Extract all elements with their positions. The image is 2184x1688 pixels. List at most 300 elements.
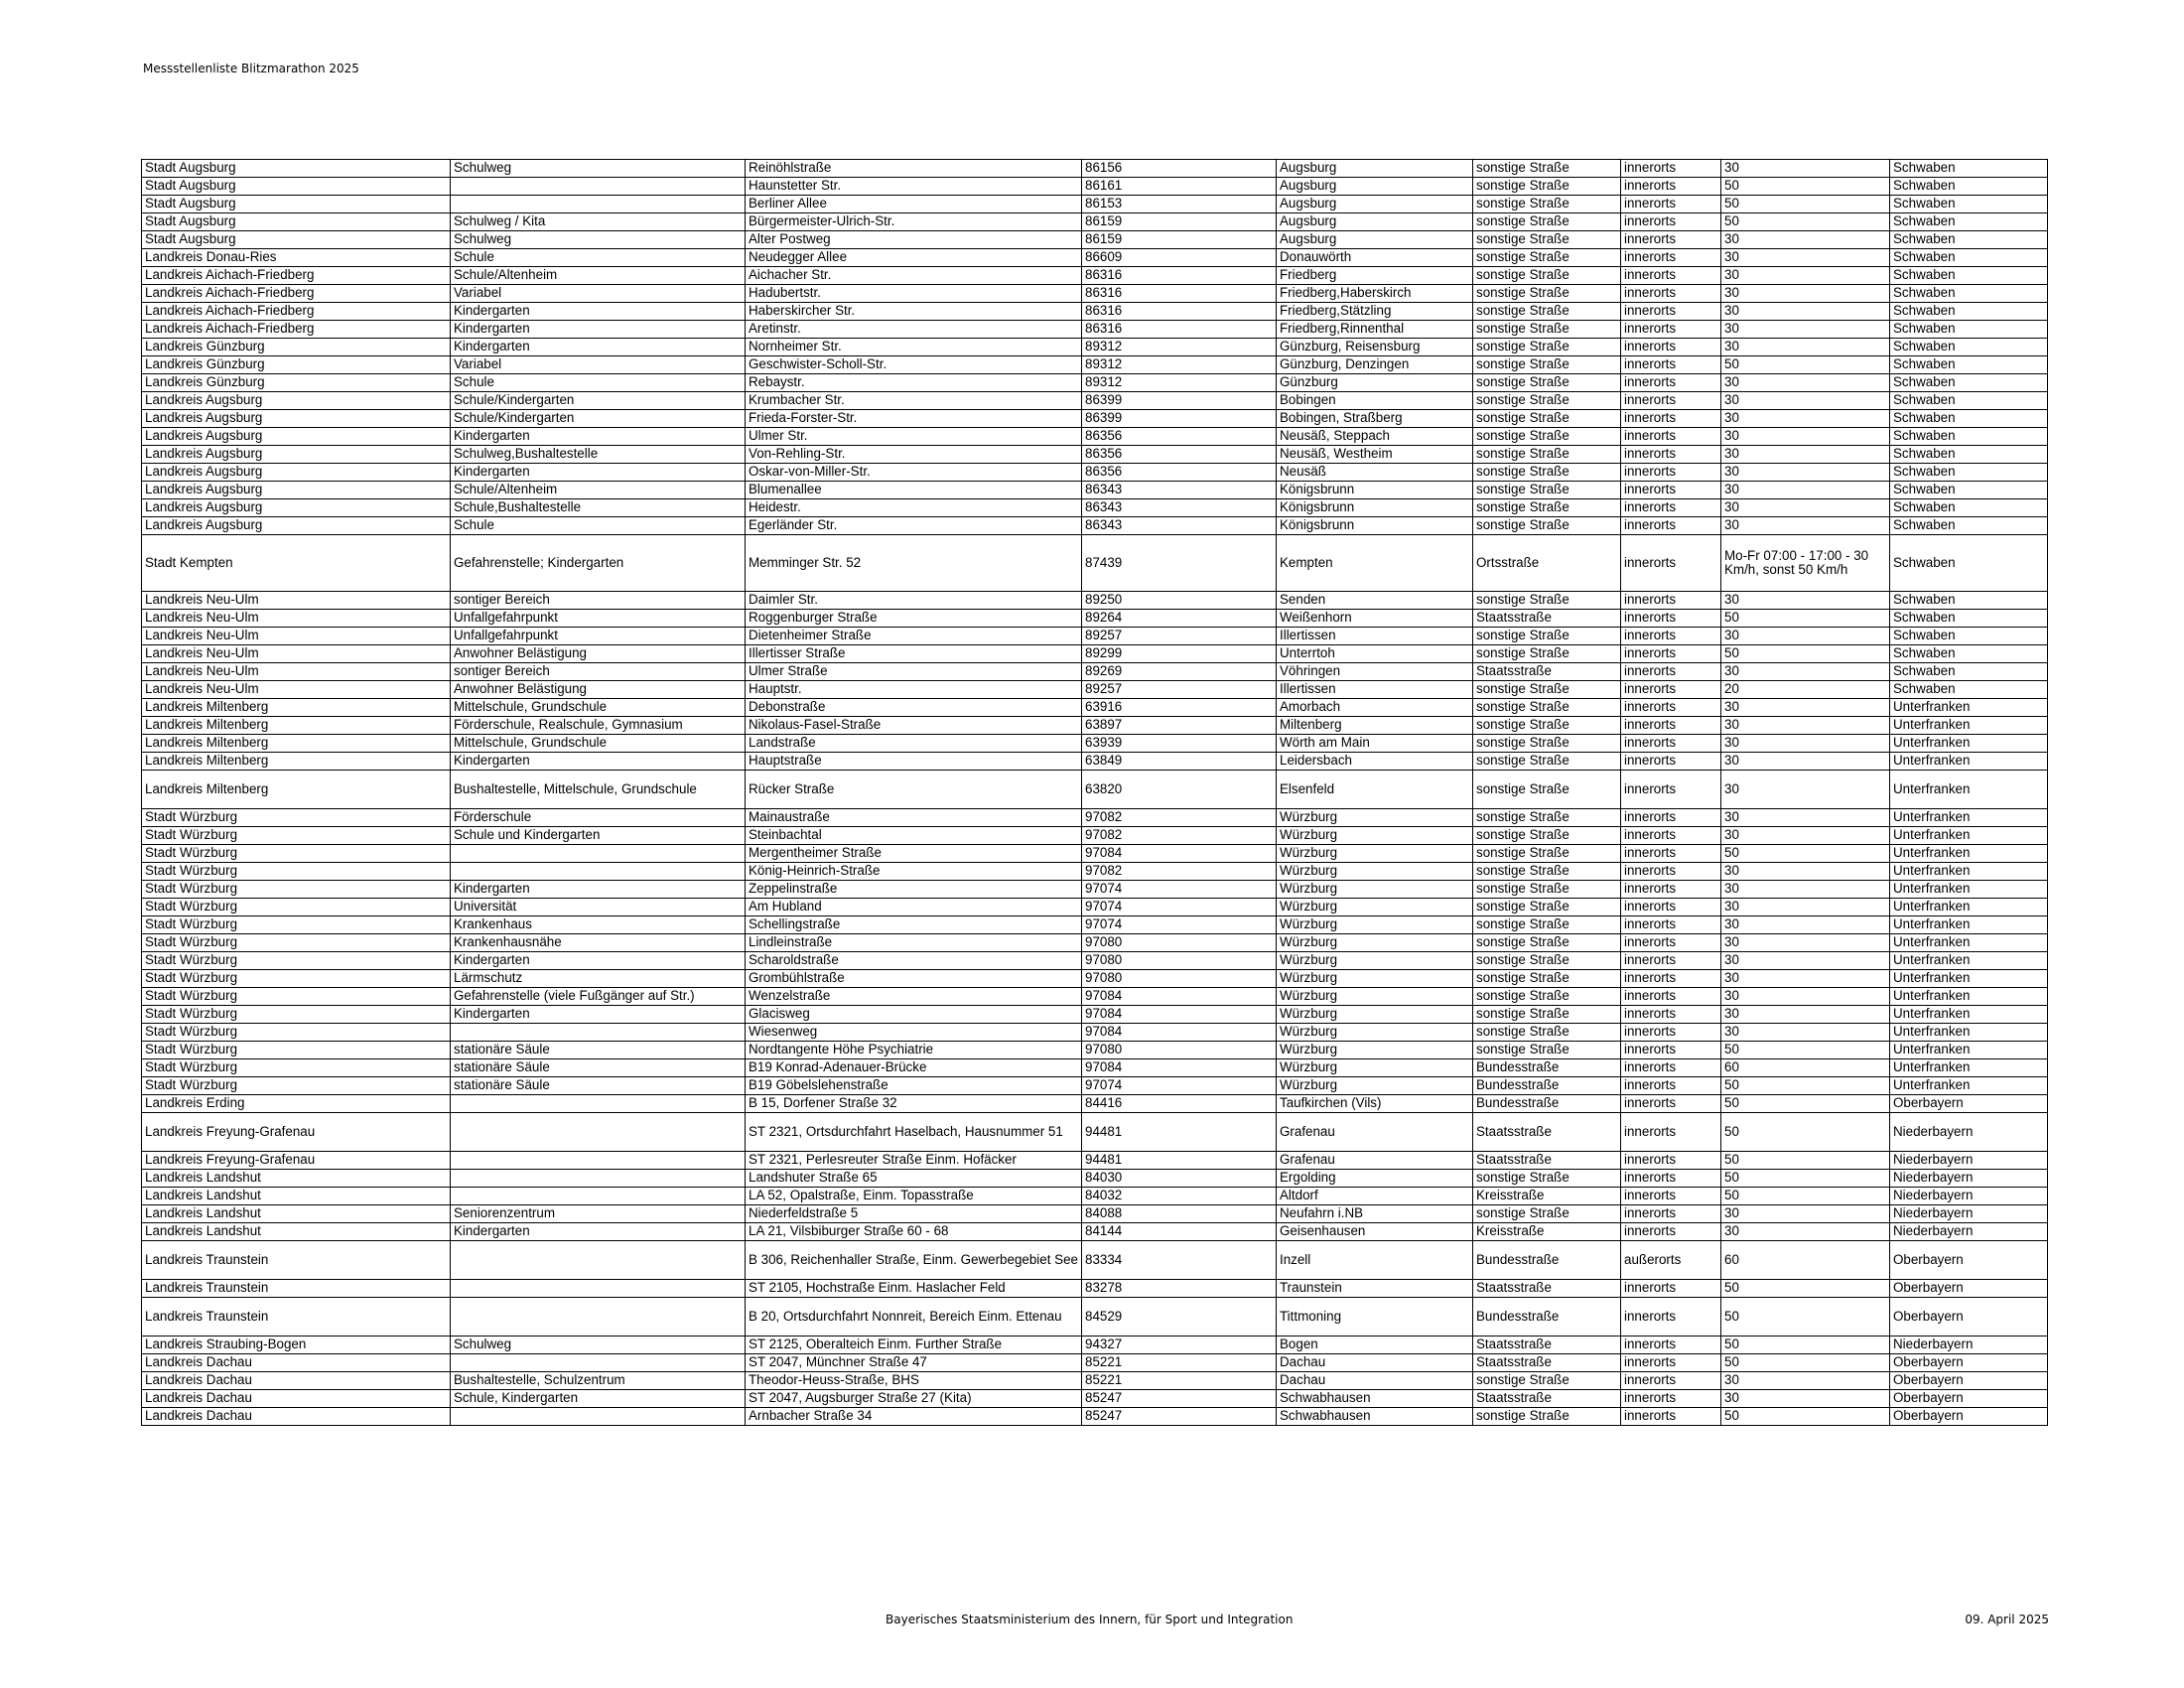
- cell-region: Schwaben: [1890, 610, 2048, 628]
- cell-municipality: Würzburg: [1277, 1059, 1473, 1077]
- cell-postal-code: 84088: [1082, 1205, 1277, 1223]
- footer-date: 09. April 2025: [1965, 1613, 2049, 1626]
- cell-speed-limit: 30: [1721, 934, 1890, 952]
- cell-region: Schwaben: [1890, 499, 2048, 517]
- cell-postal-code: 86343: [1082, 499, 1277, 517]
- cell-street: B19 Göbelslehenstraße: [746, 1077, 1082, 1095]
- cell-postal-code: 97074: [1082, 881, 1277, 899]
- cell-municipality: Würzburg: [1277, 1006, 1473, 1024]
- cell-municipality: Neusäß, Westheim: [1277, 446, 1473, 464]
- cell-municipality: Taufkirchen (Vils): [1277, 1095, 1473, 1113]
- cell-speed-limit: 50: [1721, 213, 1890, 231]
- cell-location-reason: Kindergarten: [451, 952, 746, 970]
- cell-region: Unterfranken: [1890, 809, 2048, 827]
- cell-location-reason: Kindergarten: [451, 1223, 746, 1241]
- cell-region: Schwaben: [1890, 303, 2048, 321]
- cell-area: innerorts: [1621, 1280, 1721, 1298]
- cell-authority: Landkreis Neu-Ulm: [142, 663, 451, 681]
- cell-road-type: sonstige Straße: [1473, 428, 1621, 446]
- cell-road-type: sonstige Straße: [1473, 952, 1621, 970]
- table-row: [142, 1077, 2048, 1095]
- cell-location-reason: Universität: [451, 899, 746, 916]
- cell-postal-code: 94481: [1082, 1113, 1277, 1152]
- cell-road-type: sonstige Straße: [1473, 196, 1621, 213]
- cell-postal-code: 89312: [1082, 339, 1277, 356]
- cell-postal-code: 89250: [1082, 592, 1277, 610]
- cell-road-type: Staatsstraße: [1473, 1354, 1621, 1372]
- table-row: [142, 717, 2048, 735]
- cell-speed-limit: 30: [1721, 592, 1890, 610]
- cell-road-type: sonstige Straße: [1473, 717, 1621, 735]
- cell-street: Dietenheimer Straße: [746, 628, 1082, 645]
- cell-street: ST 2321, Ortsdurchfahrt Haselbach, Hausnummer 51: [746, 1113, 1082, 1152]
- cell-road-type: sonstige Straße: [1473, 249, 1621, 267]
- cell-municipality: Illertissen: [1277, 628, 1473, 645]
- cell-area: innerorts: [1621, 952, 1721, 970]
- cell-region: Unterfranken: [1890, 881, 2048, 899]
- table-row: [142, 374, 2048, 392]
- cell-region: Unterfranken: [1890, 970, 2048, 988]
- cell-authority: Landkreis Traunstein: [142, 1298, 451, 1336]
- cell-municipality: Amorbach: [1277, 699, 1473, 717]
- cell-road-type: Staatsstraße: [1473, 1390, 1621, 1408]
- cell-area: innerorts: [1621, 610, 1721, 628]
- cell-municipality: Bobingen: [1277, 392, 1473, 410]
- cell-authority: Landkreis Neu-Ulm: [142, 645, 451, 663]
- cell-municipality: Würzburg: [1277, 1042, 1473, 1059]
- cell-area: innerorts: [1621, 482, 1721, 499]
- cell-authority: Stadt Würzburg: [142, 970, 451, 988]
- cell-postal-code: 86159: [1082, 213, 1277, 231]
- cell-road-type: sonstige Straße: [1473, 464, 1621, 482]
- cell-area: innerorts: [1621, 934, 1721, 952]
- cell-street: Krumbacher Str.: [746, 392, 1082, 410]
- table-row: [142, 339, 2048, 356]
- cell-street: Frieda-Forster-Str.: [746, 410, 1082, 428]
- cell-speed-limit: 30: [1721, 663, 1890, 681]
- cell-speed-limit: 30: [1721, 827, 1890, 845]
- cell-municipality: Würzburg: [1277, 916, 1473, 934]
- cell-postal-code: 86356: [1082, 464, 1277, 482]
- cell-region: Unterfranken: [1890, 1042, 2048, 1059]
- cell-authority: Landkreis Dachau: [142, 1372, 451, 1390]
- cell-speed-limit: 30: [1721, 374, 1890, 392]
- cell-municipality: Würzburg: [1277, 1024, 1473, 1042]
- table-row: [142, 592, 2048, 610]
- cell-speed-limit: 50: [1721, 356, 1890, 374]
- cell-postal-code: 86356: [1082, 446, 1277, 464]
- cell-area: innerorts: [1621, 592, 1721, 610]
- table-row: [142, 1188, 2048, 1205]
- cell-road-type: sonstige Straße: [1473, 970, 1621, 988]
- cell-road-type: sonstige Straße: [1473, 1170, 1621, 1188]
- cell-speed-limit: 30: [1721, 699, 1890, 717]
- measurement-sites-table-container: [141, 159, 2047, 1426]
- cell-location-reason: Krankenhausnähe: [451, 934, 746, 952]
- cell-region: Schwaben: [1890, 231, 2048, 249]
- cell-location-reason: Schule/Altenheim: [451, 482, 746, 499]
- cell-region: Oberbayern: [1890, 1354, 2048, 1372]
- cell-location-reason: Schule und Kindergarten: [451, 827, 746, 845]
- cell-location-reason: Krankenhaus: [451, 916, 746, 934]
- cell-area: innerorts: [1621, 231, 1721, 249]
- cell-location-reason: [451, 1241, 746, 1280]
- cell-area: innerorts: [1621, 863, 1721, 881]
- cell-road-type: Staatsstraße: [1473, 610, 1621, 628]
- cell-authority: Landkreis Erding: [142, 1095, 451, 1113]
- cell-speed-limit: 50: [1721, 1280, 1890, 1298]
- footer-ministry: Bayerisches Staatsministerium des Innern, für Sport und Integration: [886, 1613, 1294, 1626]
- cell-authority: Landkreis Traunstein: [142, 1241, 451, 1280]
- cell-postal-code: 85247: [1082, 1390, 1277, 1408]
- table-row: [142, 499, 2048, 517]
- cell-municipality: Bogen: [1277, 1336, 1473, 1354]
- table-row: [142, 663, 2048, 681]
- cell-road-type: sonstige Straße: [1473, 178, 1621, 196]
- cell-authority: Stadt Würzburg: [142, 934, 451, 952]
- cell-area: innerorts: [1621, 1188, 1721, 1205]
- table-row: [142, 1408, 2048, 1426]
- cell-street: Aichacher Str.: [746, 267, 1082, 285]
- cell-authority: Stadt Würzburg: [142, 1042, 451, 1059]
- cell-road-type: sonstige Straße: [1473, 231, 1621, 249]
- cell-region: Schwaben: [1890, 213, 2048, 231]
- cell-street: Ulmer Str.: [746, 428, 1082, 446]
- cell-region: Oberbayern: [1890, 1298, 2048, 1336]
- cell-location-reason: sontiger Bereich: [451, 592, 746, 610]
- cell-municipality: Inzell: [1277, 1241, 1473, 1280]
- cell-street: Zeppelinstraße: [746, 881, 1082, 899]
- table-row: [142, 213, 2048, 231]
- cell-area: innerorts: [1621, 827, 1721, 845]
- cell-municipality: Dachau: [1277, 1354, 1473, 1372]
- cell-location-reason: [451, 845, 746, 863]
- cell-location-reason: Unfallgefahrpunkt: [451, 628, 746, 645]
- cell-street: Berliner Allee: [746, 196, 1082, 213]
- cell-speed-limit: 30: [1721, 717, 1890, 735]
- cell-postal-code: 94481: [1082, 1152, 1277, 1170]
- table-row: [142, 321, 2048, 339]
- cell-location-reason: Schulweg / Kita: [451, 213, 746, 231]
- cell-postal-code: 85221: [1082, 1354, 1277, 1372]
- table-row: [142, 934, 2048, 952]
- table-row: [142, 249, 2048, 267]
- cell-speed-limit: 50: [1721, 178, 1890, 196]
- document-title: Messstellenliste Blitzmarathon 2025: [143, 62, 359, 75]
- cell-speed-limit: 30: [1721, 1006, 1890, 1024]
- cell-municipality: Neusäß: [1277, 464, 1473, 482]
- cell-authority: Stadt Kempten: [142, 535, 451, 592]
- cell-speed-limit: 50: [1721, 1336, 1890, 1354]
- cell-region: Oberbayern: [1890, 1390, 2048, 1408]
- cell-road-type: sonstige Straße: [1473, 699, 1621, 717]
- cell-authority: Landkreis Neu-Ulm: [142, 610, 451, 628]
- cell-road-type: Ortsstraße: [1473, 535, 1621, 592]
- cell-street: Bürgermeister-Ulrich-Str.: [746, 213, 1082, 231]
- cell-postal-code: 94327: [1082, 1336, 1277, 1354]
- cell-road-type: sonstige Straße: [1473, 1006, 1621, 1024]
- cell-region: Schwaben: [1890, 410, 2048, 428]
- cell-street: Von-Rehling-Str.: [746, 446, 1082, 464]
- cell-area: außerorts: [1621, 1241, 1721, 1280]
- cell-municipality: Neufahrn i.NB: [1277, 1205, 1473, 1223]
- cell-location-reason: Anwohner Belästigung: [451, 645, 746, 663]
- cell-postal-code: 97084: [1082, 1024, 1277, 1042]
- cell-area: innerorts: [1621, 213, 1721, 231]
- cell-postal-code: 97080: [1082, 970, 1277, 988]
- cell-street: Rücker Straße: [746, 771, 1082, 809]
- cell-street: Am Hubland: [746, 899, 1082, 916]
- cell-location-reason: [451, 1170, 746, 1188]
- cell-area: innerorts: [1621, 1354, 1721, 1372]
- cell-municipality: Würzburg: [1277, 970, 1473, 988]
- cell-municipality: Königsbrunn: [1277, 499, 1473, 517]
- cell-postal-code: 97080: [1082, 952, 1277, 970]
- cell-area: innerorts: [1621, 535, 1721, 592]
- table-row: [142, 482, 2048, 499]
- cell-street: Arnbacher Straße 34: [746, 1408, 1082, 1426]
- cell-speed-limit: 50: [1721, 1170, 1890, 1188]
- cell-region: Schwaben: [1890, 339, 2048, 356]
- cell-region: Schwaben: [1890, 464, 2048, 482]
- cell-municipality: Würzburg: [1277, 1077, 1473, 1095]
- cell-region: Schwaben: [1890, 285, 2048, 303]
- cell-speed-limit: 30: [1721, 753, 1890, 771]
- cell-speed-limit: 50: [1721, 1113, 1890, 1152]
- table-row: [142, 1113, 2048, 1152]
- cell-area: innerorts: [1621, 681, 1721, 699]
- cell-postal-code: 86316: [1082, 321, 1277, 339]
- table-row: [142, 753, 2048, 771]
- cell-region: Schwaben: [1890, 267, 2048, 285]
- table-row: [142, 1095, 2048, 1113]
- cell-region: Unterfranken: [1890, 753, 2048, 771]
- cell-authority: Stadt Würzburg: [142, 845, 451, 863]
- table-row: [142, 1024, 2048, 1042]
- table-body: [142, 160, 2048, 1426]
- cell-authority: Landkreis Augsburg: [142, 482, 451, 499]
- table-row: [142, 628, 2048, 645]
- cell-authority: Stadt Würzburg: [142, 863, 451, 881]
- cell-region: Schwaben: [1890, 392, 2048, 410]
- table-row: [142, 285, 2048, 303]
- cell-speed-limit: 50: [1721, 1188, 1890, 1205]
- cell-region: Oberbayern: [1890, 1241, 2048, 1280]
- cell-area: innerorts: [1621, 1372, 1721, 1390]
- table-row: [142, 196, 2048, 213]
- cell-region: Unterfranken: [1890, 827, 2048, 845]
- cell-location-reason: Schule,Bushaltestelle: [451, 499, 746, 517]
- table-row: [142, 303, 2048, 321]
- cell-speed-limit: 50: [1721, 1077, 1890, 1095]
- cell-speed-limit: 50: [1721, 1354, 1890, 1372]
- cell-region: Unterfranken: [1890, 899, 2048, 916]
- table-row: [142, 231, 2048, 249]
- cell-location-reason: Kindergarten: [451, 1006, 746, 1024]
- cell-postal-code: 86316: [1082, 303, 1277, 321]
- cell-street: Nordtangente Höhe Psychiatrie: [746, 1042, 1082, 1059]
- cell-location-reason: Förderschule: [451, 809, 746, 827]
- cell-location-reason: Variabel: [451, 356, 746, 374]
- cell-location-reason: Kindergarten: [451, 339, 746, 356]
- cell-area: innerorts: [1621, 717, 1721, 735]
- cell-location-reason: Schule, Kindergarten: [451, 1390, 746, 1408]
- cell-authority: Landkreis Augsburg: [142, 499, 451, 517]
- cell-location-reason: [451, 863, 746, 881]
- cell-postal-code: 87439: [1082, 535, 1277, 592]
- cell-location-reason: Schule: [451, 374, 746, 392]
- cell-road-type: sonstige Straße: [1473, 628, 1621, 645]
- cell-region: Schwaben: [1890, 628, 2048, 645]
- table-row: [142, 645, 2048, 663]
- cell-authority: Stadt Würzburg: [142, 809, 451, 827]
- cell-area: innerorts: [1621, 446, 1721, 464]
- cell-authority: Stadt Würzburg: [142, 827, 451, 845]
- cell-location-reason: Kindergarten: [451, 881, 746, 899]
- cell-postal-code: 97074: [1082, 916, 1277, 934]
- cell-road-type: Bundesstraße: [1473, 1077, 1621, 1095]
- cell-region: Unterfranken: [1890, 1024, 2048, 1042]
- cell-speed-limit: 30: [1721, 410, 1890, 428]
- cell-area: innerorts: [1621, 1095, 1721, 1113]
- cell-area: innerorts: [1621, 1042, 1721, 1059]
- cell-postal-code: 63849: [1082, 753, 1277, 771]
- cell-speed-limit: 30: [1721, 303, 1890, 321]
- cell-area: innerorts: [1621, 899, 1721, 916]
- cell-municipality: Würzburg: [1277, 934, 1473, 952]
- cell-postal-code: 89264: [1082, 610, 1277, 628]
- cell-authority: Landkreis Landshut: [142, 1188, 451, 1205]
- cell-region: Niederbayern: [1890, 1336, 2048, 1354]
- cell-postal-code: 97082: [1082, 863, 1277, 881]
- cell-municipality: Leidersbach: [1277, 753, 1473, 771]
- cell-speed-limit: 30: [1721, 628, 1890, 645]
- cell-street: Hauptstr.: [746, 681, 1082, 699]
- cell-postal-code: 83278: [1082, 1280, 1277, 1298]
- cell-area: innerorts: [1621, 645, 1721, 663]
- cell-postal-code: 86609: [1082, 249, 1277, 267]
- cell-road-type: sonstige Straße: [1473, 517, 1621, 535]
- cell-street: Geschwister-Scholl-Str.: [746, 356, 1082, 374]
- cell-authority: Stadt Augsburg: [142, 160, 451, 178]
- cell-authority: Stadt Augsburg: [142, 231, 451, 249]
- cell-road-type: sonstige Straße: [1473, 681, 1621, 699]
- cell-speed-limit: 30: [1721, 771, 1890, 809]
- cell-location-reason: Anwohner Belästigung: [451, 681, 746, 699]
- cell-postal-code: 84032: [1082, 1188, 1277, 1205]
- cell-speed-limit: 30: [1721, 231, 1890, 249]
- cell-speed-limit: 50: [1721, 196, 1890, 213]
- cell-area: innerorts: [1621, 339, 1721, 356]
- cell-postal-code: 84416: [1082, 1095, 1277, 1113]
- cell-municipality: Würzburg: [1277, 863, 1473, 881]
- cell-postal-code: 97082: [1082, 827, 1277, 845]
- cell-municipality: Wörth am Main: [1277, 735, 1473, 753]
- cell-location-reason: Bushaltestelle, Mittelschule, Grundschule: [451, 771, 746, 809]
- cell-location-reason: sontiger Bereich: [451, 663, 746, 681]
- cell-road-type: Bundesstraße: [1473, 1298, 1621, 1336]
- cell-area: innerorts: [1621, 1024, 1721, 1042]
- cell-authority: Landkreis Günzburg: [142, 339, 451, 356]
- cell-location-reason: Kindergarten: [451, 303, 746, 321]
- cell-speed-limit: 60: [1721, 1241, 1890, 1280]
- cell-road-type: sonstige Straße: [1473, 213, 1621, 231]
- table-row: [142, 952, 2048, 970]
- table-row: [142, 845, 2048, 863]
- cell-speed-limit: 30: [1721, 863, 1890, 881]
- cell-municipality: Augsburg: [1277, 213, 1473, 231]
- cell-street: Haberskircher Str.: [746, 303, 1082, 321]
- cell-authority: Landkreis Augsburg: [142, 464, 451, 482]
- cell-location-reason: Schulweg,Bushaltestelle: [451, 446, 746, 464]
- cell-road-type: sonstige Straße: [1473, 1372, 1621, 1390]
- cell-postal-code: 97074: [1082, 1077, 1277, 1095]
- cell-postal-code: 97084: [1082, 845, 1277, 863]
- cell-area: innerorts: [1621, 267, 1721, 285]
- cell-area: innerorts: [1621, 428, 1721, 446]
- cell-authority: Landkreis Dachau: [142, 1354, 451, 1372]
- cell-speed-limit: 50: [1721, 1095, 1890, 1113]
- cell-location-reason: Schulweg: [451, 231, 746, 249]
- cell-street: ST 2321, Perlesreuter Straße Einm. Hofäcker: [746, 1152, 1082, 1170]
- cell-postal-code: 63939: [1082, 735, 1277, 753]
- cell-postal-code: 97074: [1082, 899, 1277, 916]
- table-row: [142, 1006, 2048, 1024]
- cell-region: Schwaben: [1890, 178, 2048, 196]
- cell-street: Wiesenweg: [746, 1024, 1082, 1042]
- cell-postal-code: 97080: [1082, 934, 1277, 952]
- cell-road-type: sonstige Straße: [1473, 1205, 1621, 1223]
- cell-region: Unterfranken: [1890, 699, 2048, 717]
- cell-municipality: Würzburg: [1277, 881, 1473, 899]
- cell-street: Steinbachtal: [746, 827, 1082, 845]
- cell-region: Unterfranken: [1890, 717, 2048, 735]
- cell-authority: Landkreis Augsburg: [142, 446, 451, 464]
- cell-authority: Landkreis Augsburg: [142, 428, 451, 446]
- cell-street: Schellingstraße: [746, 916, 1082, 934]
- cell-road-type: sonstige Straße: [1473, 446, 1621, 464]
- cell-region: Unterfranken: [1890, 845, 2048, 863]
- cell-speed-limit: 30: [1721, 285, 1890, 303]
- cell-region: Unterfranken: [1890, 1077, 2048, 1095]
- cell-street: Haunstetter Str.: [746, 178, 1082, 196]
- cell-authority: Landkreis Aichach-Friedberg: [142, 285, 451, 303]
- cell-authority: Landkreis Landshut: [142, 1170, 451, 1188]
- cell-street: Daimler Str.: [746, 592, 1082, 610]
- cell-speed-limit: 30: [1721, 735, 1890, 753]
- cell-authority: Landkreis Aichach-Friedberg: [142, 321, 451, 339]
- cell-location-reason: stationäre Säule: [451, 1042, 746, 1059]
- table-row: [142, 1223, 2048, 1241]
- cell-authority: Stadt Würzburg: [142, 1077, 451, 1095]
- cell-location-reason: [451, 1113, 746, 1152]
- cell-road-type: sonstige Straße: [1473, 1024, 1621, 1042]
- cell-road-type: sonstige Straße: [1473, 753, 1621, 771]
- table-row: [142, 771, 2048, 809]
- cell-street: Blumenallee: [746, 482, 1082, 499]
- table-row: [142, 970, 2048, 988]
- cell-street: ST 2105, Hochstraße Einm. Haslacher Feld: [746, 1280, 1082, 1298]
- cell-region: Unterfranken: [1890, 735, 2048, 753]
- cell-street: B 15, Dorfener Straße 32: [746, 1095, 1082, 1113]
- table-row: [142, 1372, 2048, 1390]
- cell-region: Schwaben: [1890, 160, 2048, 178]
- cell-region: Unterfranken: [1890, 934, 2048, 952]
- cell-region: Schwaben: [1890, 645, 2048, 663]
- cell-area: innerorts: [1621, 410, 1721, 428]
- cell-area: innerorts: [1621, 1408, 1721, 1426]
- cell-area: innerorts: [1621, 1152, 1721, 1170]
